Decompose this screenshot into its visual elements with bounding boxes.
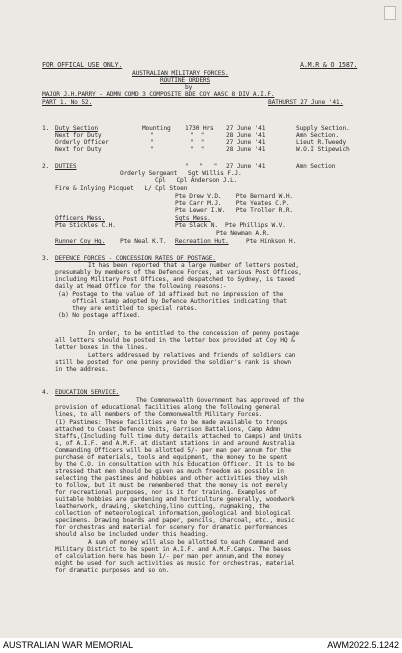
postage-text: daily at Head Office for the following reasons:- [55, 283, 227, 290]
education-text: should also be included under this heading. [55, 531, 209, 538]
postage-text: letter boxes in the lines. [55, 344, 148, 351]
education-text: The Commonwealth Government has approved of the [136, 397, 305, 404]
sgts-mess-orderlies: Pte Slack N. Pte Phillips W.V. [175, 222, 286, 229]
education-text: Staffs,(Including full time duty details attached to Camps) and Units [55, 433, 302, 440]
postage-text: (a) Postage to the value of 1d affixed but no impression of the [58, 291, 284, 298]
education-text: lines, to all members of the Commonwealth Military Forces. [55, 411, 263, 418]
picquet-members: Pte Carr M.J. Pte Yeates C.P. [175, 200, 290, 207]
archive-reference: AWM2022.5.1242 [327, 640, 399, 650]
duty-date: 27 June '41 [226, 139, 266, 146]
postage-text: offical stamp adopted by Defence Authorities indicating that [58, 298, 287, 305]
part-number: PART 1. No 52. [42, 99, 93, 106]
duties-ditto: " " " [185, 163, 218, 170]
postage-text: It has been reported that a large number of letters posted, [88, 262, 299, 269]
duty-assignee: Amn Section. [296, 132, 339, 139]
duty-date: 28 June '41 [226, 132, 266, 139]
education-text: of calculation here has been 1/- per man per annum,and the money [55, 553, 284, 560]
section-4-title: EDUCATION SERVICE. [55, 389, 120, 396]
runner-name: Pte Neal K.T. [120, 238, 167, 245]
education-text: attached to Coast Defence Units, Garrison Battalions, Camp Admn [55, 426, 281, 433]
postage-text: all letters should be posted in the letter box provided at Coy HQ & [55, 337, 295, 344]
education-text: might be used for such activities as music for orchestras, material [55, 560, 295, 567]
education-text: leatherwork, drawing, sketching,lino cutting, rugmaking, the [55, 503, 270, 510]
restriction-label: FOR OFFICAL USE ONLY. [42, 61, 123, 69]
form-number: A.M.R & O 1587. [300, 61, 358, 69]
duties-section: Amn Section [296, 163, 336, 170]
education-text: purchase of materials, tools and equipment, the money to be spent [55, 454, 288, 461]
duty-name: Orderly Officer [55, 139, 109, 146]
section-4-number: 4. [42, 389, 50, 396]
education-text: collection of meteorological information,geological and biological [55, 510, 291, 517]
section-2-number: 2. [42, 163, 50, 170]
education-text: s, of A.I.F. and A.M.F. at distant stations in and around Australia [55, 440, 295, 447]
sgts-mess-label: Sgts Mess. [175, 215, 211, 222]
postage-text: still be posted for one penny provided the soldier's rank is shown [55, 359, 291, 366]
section-2-title: DUTIES [55, 163, 77, 170]
archive-footer [0, 638, 402, 653]
postage-text: in the address. [55, 366, 109, 373]
recreation-hut-label: Recreation Hut. [175, 238, 229, 245]
postage-text: presumably by members of the Defence Forces, at various Post Offices, [55, 269, 302, 276]
education-text: for dramatic purposes and so on. [55, 567, 170, 574]
picquet-members: Pte Lewer I.W. Pte Troller R.R. [175, 207, 293, 214]
duty-name: Duty Section [55, 125, 98, 132]
education-text: to follow, but it must be remembered that the money is not merely [55, 482, 288, 489]
duty-from: " [150, 139, 154, 146]
runner-label: Runner Coy Hq. [55, 238, 106, 245]
duty-time: " " [190, 132, 205, 139]
education-text: provision of educational facilities along the following general [55, 404, 281, 411]
routine-title: ROUTINE ORDERS [160, 77, 211, 84]
postage-text: including Military Post Offices, and despatched to Sydney, is taxed [55, 276, 295, 283]
duty-assignee: W.O.I Stipewich [296, 146, 350, 153]
picquet-members: Pte Drew V.D. Pte Bernard W.H. [175, 193, 293, 200]
officers-mess-orderly: Pte Stickles C.H. [55, 222, 116, 229]
duty-from: " [150, 132, 154, 139]
officers-mess-label: Officers Mess. [55, 215, 106, 222]
duties-date: 27 June '41 [226, 163, 266, 170]
duty-assignee: Supply Section. [296, 125, 350, 132]
archive-name: AUSTRALIAN WAR MEMORIAL [3, 640, 134, 650]
postage-text: Letters addressed by relatives and friends of soldiers can [88, 352, 296, 359]
picquet-line: Fire & Inlying Picquet L/ Cpl Stoen [55, 185, 188, 192]
education-text: Military District to be spent in A.I.F. and A.M.F.Camps. The bases [55, 546, 291, 553]
education-text: A sum of money will also be allotted to each Command and [88, 539, 289, 546]
section-3-number: 3. [42, 255, 50, 262]
duty-from: Mounting [142, 125, 171, 132]
place-date: BATHURST 27 June '41. [268, 99, 344, 106]
postage-text: In order, to be entitled to the concession of penny postage [88, 330, 299, 337]
education-text: Commanding Officers will be allotted 5/- per man per annum for the [55, 447, 291, 454]
education-text: by the C.O. in consultation with his Education Officer. It is to be [55, 461, 295, 468]
duty-time: " " [190, 139, 205, 146]
education-text: stressed that men should be given as much freedom as possible in [55, 468, 284, 475]
orderly-sergeant: Orderly Sergeant Sgt Willis F.J. [120, 170, 242, 177]
duty-time: " " [190, 146, 205, 153]
officer-line: MAJOR J.H.PARRY - ADMN COMD 3 COMPOSITE BDE COY AASC 8 DIV A.I.F. [42, 91, 275, 98]
education-text: selecting the pastimes and hobbies and other activities they wish [55, 475, 288, 482]
duty-from: " [150, 146, 154, 153]
education-text: for recreational purposes, nor is it for training. Examples of [55, 489, 277, 496]
duty-assignee: Lieut R.Tweedy [296, 139, 347, 146]
education-text: suitable hobbies are gardening and horticulture generally, woodwork [55, 496, 295, 503]
section-1-number: 1. [42, 125, 50, 132]
duty-date: 27 June '41 [226, 125, 266, 132]
postage-text: they are entitled to special rates. [58, 305, 198, 312]
duty-date: 28 June '41 [226, 146, 266, 153]
section-3-title: DEFENCE FORCES - CONCESSION RATES OF POSTAGE. [55, 255, 216, 262]
recreation-hut-name: Pte Hinkson H. [246, 238, 297, 245]
duty-time: 1730 Hrs [185, 125, 214, 132]
org-title: AUSTRALIAN MILITARY FORCES. [132, 70, 229, 77]
page-corner-fold [384, 6, 396, 20]
duty-name: Next for Duty [55, 132, 102, 139]
sgts-mess-orderly: Pte Newman A.R. [216, 230, 270, 237]
education-text: for orchestras and material for scenery for dramatic performances [55, 524, 288, 531]
postage-text: (b) No postage affixed. [58, 312, 141, 319]
duty-name: Next for Duty [55, 146, 102, 153]
education-text: (1) Pastimes: These facilities are to be made available to troops [55, 419, 288, 426]
by-line: by [185, 84, 193, 91]
orderly-corporal: Cpl Cpl Anderson J.L. [155, 177, 238, 184]
education-text: specimens. Drawing boards and paper, pencils, charcoal, etc., music [55, 517, 295, 524]
